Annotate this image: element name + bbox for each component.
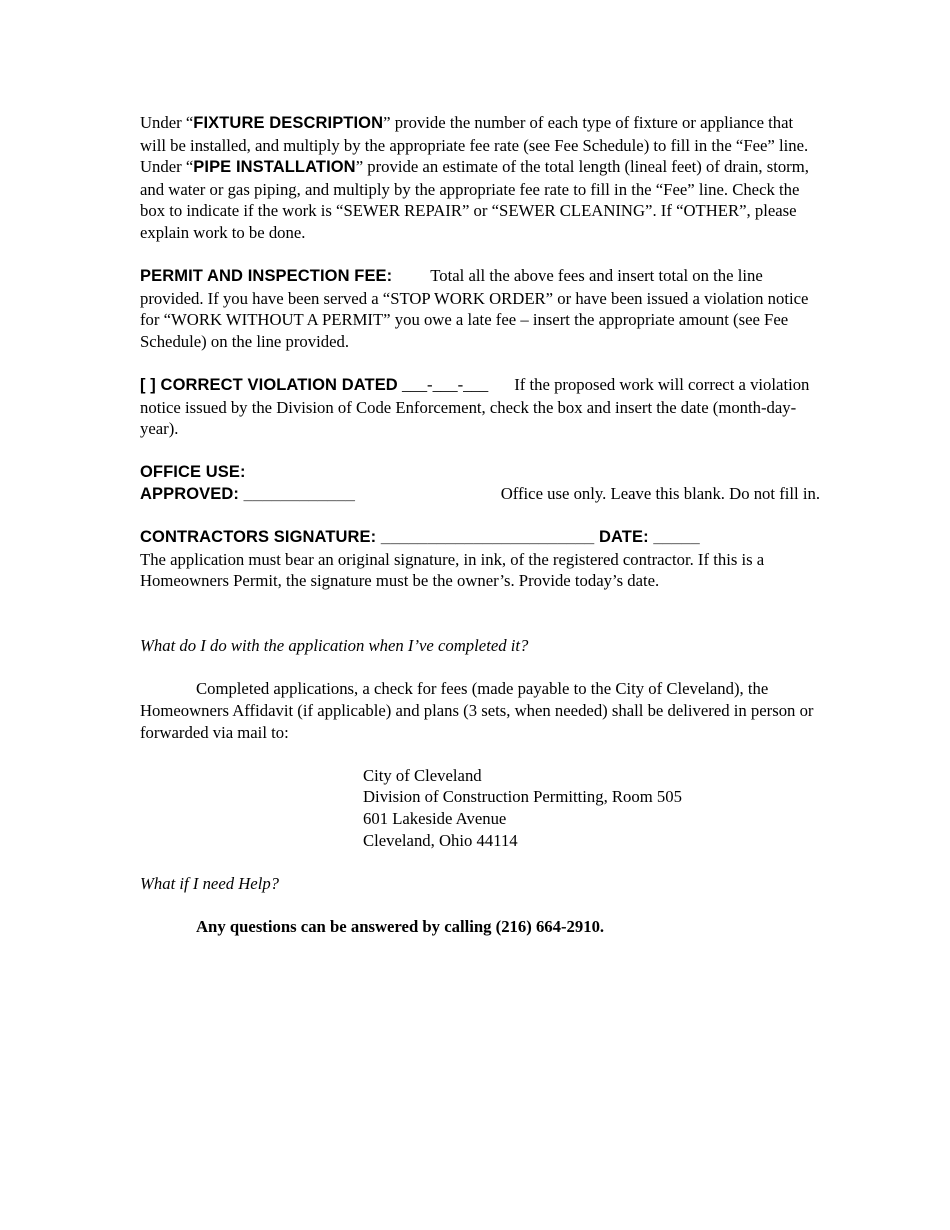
contractor-signature-line: CONTRACTORS SIGNATURE: _______________________ DATE: _____ [140,528,700,547]
instructions-page [140,112,820,938]
completed-question: What do I do with the application when I’ve completed it? [140,636,529,656]
permit-fee-heading: PERMIT AND INSPECTION FEE: [140,267,393,286]
help-question: What if I need Help? [140,873,280,893]
address-line: Division of Construction Permitting, Room 505 [363,787,682,807]
address-line: Cleveland, Ohio 44114 [363,830,518,850]
fixture-description-heading: FIXTURE DESCRIPTION [193,114,384,132]
signature-instructions: The application must bear an original signature, in ink, of the registered contractor. If this is a Homeowners Permit, the signature must be the owner’s. Provide today’s date. [140,549,765,591]
pipe-installation-heading: PIPE INSTALLATION [193,158,356,177]
address-line: City of Cleveland [363,765,482,785]
fixture-instructions: Under “FIXTURE DESCRIPTION” provide the number of each type of fixture or appliance that will be installed, and multiply by the appropriate fee rate (see Fee Schedule) to fill in the “Fee” line. Under “PIPE INSTALLATION” provide an estimate of the total length (lineal feet) of drain, storm, and water or gas piping, and multiply by the appropriate fee rate to fill in the “Fee” line. Check the box to indicate if the work is “SEWER REPAIR” or “SEWER CLEANING”. If “OTHER”, please explain work to be done. [140,113,809,242]
permit-fee-instructions: PERMIT AND INSPECTION FEE: Total all the above fees and insert total on the line provided. If you have been served a “STOP WORK ORDER” or have been issued a violation notice for “WORK WITHOUT A PERMIT” you owe a late fee – insert the appropriate amount (see Fee Schedule) on the line provided. [140,266,809,351]
violation-date-blanks: ___-___-___ [402,375,489,395]
office-use-note: Office use only. Leave this blank. Do not fill in. [500,484,820,504]
violation-instructions: [ ] CORRECT VIOLATION DATED ___-___-___ If the proposed work will correct a violation notice issued by the Division of Code Enforcement, check the box and insert the date (month-day-year). [140,375,810,439]
mailing-address [363,765,820,851]
office-use-section [140,462,820,506]
correct-violation-heading: [ ] CORRECT VIOLATION DATED [140,376,398,395]
address-line: 601 Lakeside Avenue [363,809,507,828]
approved-line: APPROVED: ____________ [140,485,355,504]
completed-instructions: Completed applications, a check for fees (made payable to the City of Cleveland), the Homeowners Affidavit (if applicable) and plans (3 sets, when needed) shall be delivered in person or forwarded via mail to: [140,679,814,742]
signature-section [140,527,820,592]
office-use-heading: OFFICE USE: [140,462,246,481]
help-phone-text: Any questions can be answered by calling (216) 664-2910. [196,916,605,936]
